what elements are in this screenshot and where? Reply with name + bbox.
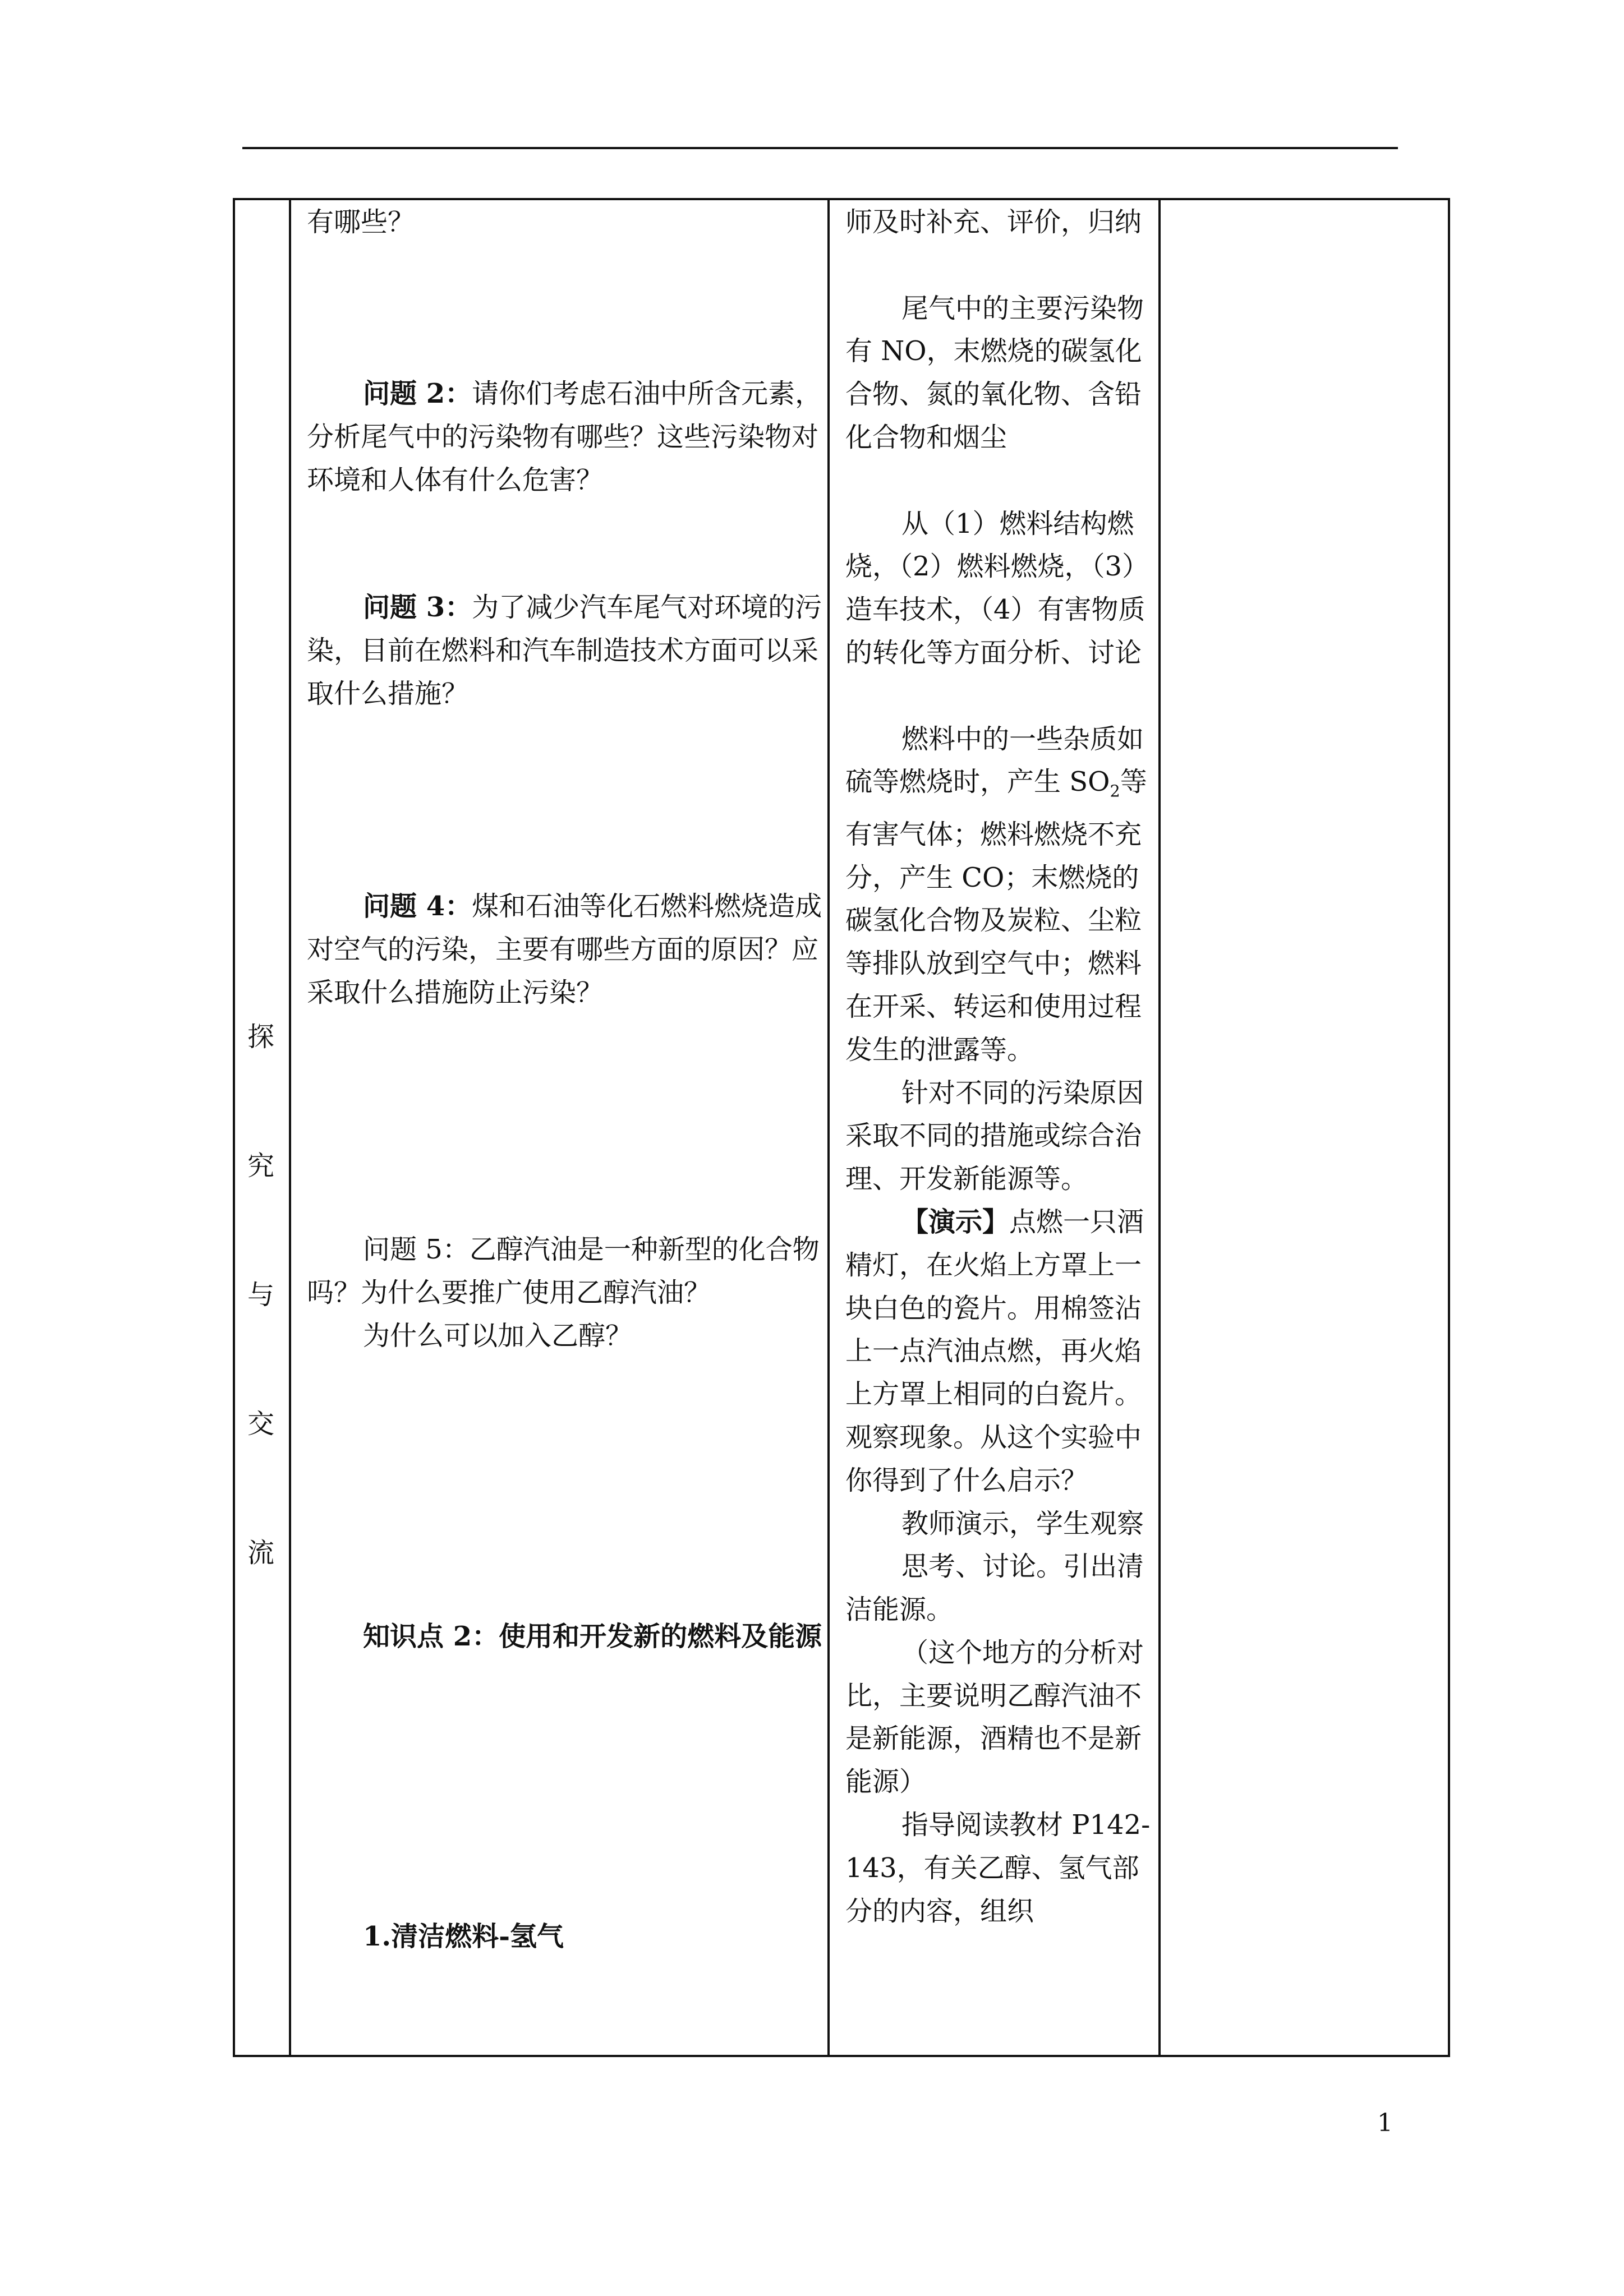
question-5-line-2: 为什么可以加入乙醇？ (363, 1320, 633, 1352)
activity-causes-part-2: 等有害气体；燃料燃烧不充分，产生 CO；末燃烧的碳氢化合物及炭粒、尘粒等排队放到空气中；燃料在开采、转运和使用过程发生的泄露等。 (845, 766, 1147, 1066)
question-3-text: 为了减少汽车尾气对环境的污染，目前在燃料和汽车制造技术方面可以采取什么措施？ (307, 592, 822, 709)
activity-analysis-note: （这个地方的分析对比，主要说明乙醇汽油不是新能源，酒精也不是新能源） (845, 1636, 1144, 1798)
question-4-text: 煤和石油等化石燃料燃烧造成对空气的污染，主要有哪些方面的原因？应采取什么措施防止污染？ (307, 891, 822, 1008)
demo-label: 【演示】 (901, 1206, 1010, 1238)
spacer (845, 459, 1160, 502)
activity-causes-part-1: 燃料中的一些杂质如硫等燃烧时，产生 SO (845, 723, 1144, 798)
header-rule (242, 147, 1398, 149)
knowledge-point-2: 知识点 2：使用和开发新的燃料及能源 (363, 1621, 822, 1652)
page-number: 1 (1377, 2109, 1393, 2137)
spacer (845, 244, 1160, 287)
activities-flow (845, 201, 1160, 1933)
question-2 (307, 372, 823, 502)
activity-pollutants: 尾气中的主要污染物有 NO，末燃烧的碳氢化合物、氮的氧化物、含铅化合物和烟尘 (845, 292, 1144, 453)
section-label-char: 与 (247, 1279, 274, 1311)
column-divider-1 (289, 198, 291, 2057)
section-label-char: 究 (247, 1150, 274, 1182)
spacer (845, 675, 1160, 718)
section-label-char: 探 (247, 1021, 274, 1053)
activity-solutions: 针对不同的污染原因采取不同的措施或综合治理、开发新能源等。 (845, 1077, 1144, 1195)
subscript-2: 2 (1110, 781, 1120, 801)
activity-measures: 从（1）燃料结构燃烧，（2）燃料燃烧，（3）造车技术，（4）有害物质的转化等方面分析、讨论 (845, 508, 1149, 668)
question-5-line-1: 问题 5：乙醇汽油是一种新型的化合物吗？为什么要推广使用乙醇汽油？ (307, 1234, 820, 1308)
question-5 (307, 1228, 823, 1358)
demo-text: 点燃一只酒精灯，在火焰上方罩上一块白色的瓷片。用棉签沾上一点汽油点燃，再火焰上方罩上相同的白瓷片。观察现象。从这个实验中你得到了什么启示？ (845, 1206, 1144, 1496)
question-2-label: 问题 2： (363, 378, 472, 409)
item-clean-fuel-hydrogen: 1.清洁燃料-氢气 (363, 1921, 564, 1952)
question-3 (307, 586, 823, 716)
section-label-char: 流 (247, 1537, 274, 1569)
activity-causes (845, 718, 1160, 1072)
question-4-label: 问题 4： (363, 891, 472, 922)
activity-summary: 师及时补充、评价，归纳 (845, 206, 1142, 238)
activity-discussion: 思考、讨论。引出清洁能源。 (845, 1551, 1144, 1626)
question-3-label: 问题 3： (363, 592, 472, 623)
section-label-char: 交 (247, 1408, 274, 1440)
activity-demo (845, 1201, 1160, 1502)
activity-reading-guide: 指导阅读教材 P142-143，有关乙醇、氢气部分的内容，组织 (845, 1809, 1151, 1927)
column-divider-2 (827, 198, 830, 2057)
activity-teacher-demo: 教师演示，学生观察 (901, 1507, 1144, 1539)
question-2-text: 请你们考虑石油中所含元素，分析尾气中的污染物有哪些？这些污染物对环境和人体有什么危害？ (307, 378, 822, 496)
question-1-tail: 有哪些？ (307, 206, 415, 238)
question-4 (307, 885, 823, 1015)
